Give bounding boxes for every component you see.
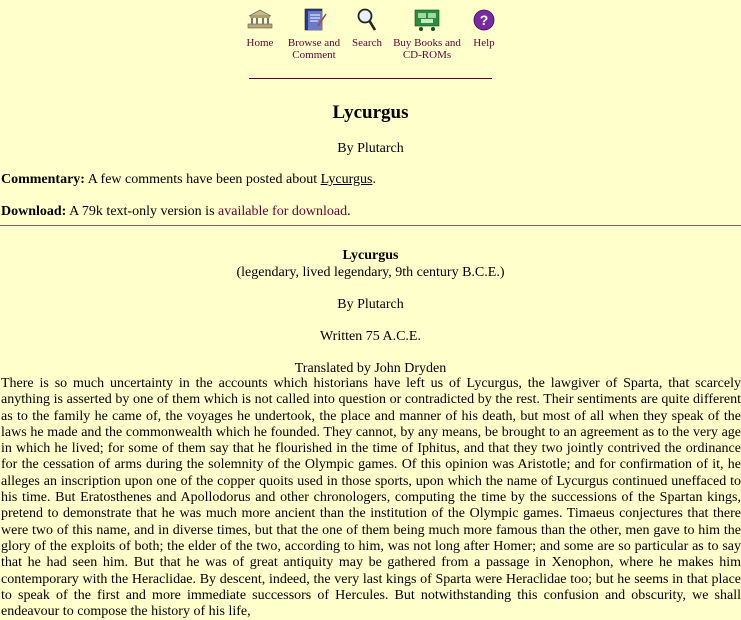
commentary-link[interactable]: Lycurgus	[320, 172, 373, 187]
page-byline: By Plutarch	[337, 141, 404, 156]
nav-search[interactable]	[349, 6, 385, 49]
section-divider	[0, 225, 741, 226]
question-icon	[470, 6, 498, 34]
magnifier-icon	[353, 6, 381, 34]
temple-icon	[246, 6, 274, 34]
nav-bar	[0, 6, 741, 64]
download-label: Download:	[1, 204, 67, 219]
page-title: Lycurgus	[332, 102, 409, 123]
commentary-text: A few comments have been posted about	[84, 172, 321, 187]
download-link[interactable]: available for download	[218, 204, 348, 219]
nav-help-label: Help	[473, 37, 495, 49]
cart-icon	[413, 6, 441, 34]
nav-divider	[249, 78, 492, 79]
work-subtitle: (legendary, lived legendary, 9th century B.C.E.)	[236, 265, 505, 280]
book-icon	[300, 6, 328, 34]
download-suffix: .	[347, 204, 351, 219]
commentary-label: Commentary:	[1, 172, 85, 187]
nav-home-label: Home	[246, 37, 274, 49]
nav-help[interactable]	[468, 6, 500, 49]
nav-browse-label-2: Comment	[292, 49, 336, 61]
work-author: By Plutarch	[337, 297, 404, 312]
commentary-line	[1, 171, 376, 189]
download-text: A 79k text-only version is	[66, 204, 219, 219]
work-translator: Translated by John Dryden	[294, 361, 447, 376]
commentary-suffix: .	[372, 172, 376, 187]
nav-buy-label-2: CD-ROMs	[402, 49, 452, 61]
nav-browse[interactable]	[284, 6, 344, 61]
nav-buy[interactable]	[392, 6, 462, 61]
nav-search-label: Search	[352, 37, 382, 49]
body-paragraph: There is so much uncertainty in the accounts which historians have left us of Lycurgus, the lawgiver of Sparta, that scarcely anything is asserted by one of them which is not called into question or contradicted by the rest. Their sentiments are quite different as to the family he came of, the voyages he undertook, the place and manner of his death, but most of all when they speak of the laws he made and the commonwealth which he founded. They cannot, by any means, be brought to an agreement as to the very age in which he lived; for some of them say that he flourished in the time of Iphitus, and that they two jointly contrived the ordinance for the cessation of arms during the solemnity of the Olympic games. Of this opinion was Aristotle; and for confirmation of it, he alleges an inscription upon one of the copper quoits used in those sports, upon which the name of Lycurgus continued uneffaced to his time. But Eratosthenes and Apollodorus and other chronologers, computing the time by the successions of the Spartan kings, pretend to demonstrate that he was much more ancient than the institution of the Olympic games. Timaeus conjectures that there were two of this name, and in diverse times, but that the one of them being much more famous than the other, men gave to him the glory of the exploits of both; the elder of the two, according to him, was not long after Homer; and some are so particular as to say that he had seen him. But that he was of great antiquity may be gathered from a passage in Xenophon, where he makes him contemporary with the Heraclidae. By descent, indeed, the very last kings of Sparta were Heraclidae too; but he seems in that place to speak of the first and more immediate successors of Hercules. But notwithstanding this confusion and obscurity, we shall endeavour to compose the history of his life,	[1, 376, 741, 620]
work-title: Lycurgus	[342, 248, 399, 263]
svg-text:?: ?	[479, 12, 489, 28]
nav-home[interactable]	[241, 6, 279, 49]
nav-browse-label-1: Browse and	[287, 37, 341, 49]
download-line	[1, 203, 351, 221]
work-written: Written 75 A.C.E.	[320, 329, 421, 344]
nav-buy-label-1: Buy Books and	[393, 37, 461, 49]
